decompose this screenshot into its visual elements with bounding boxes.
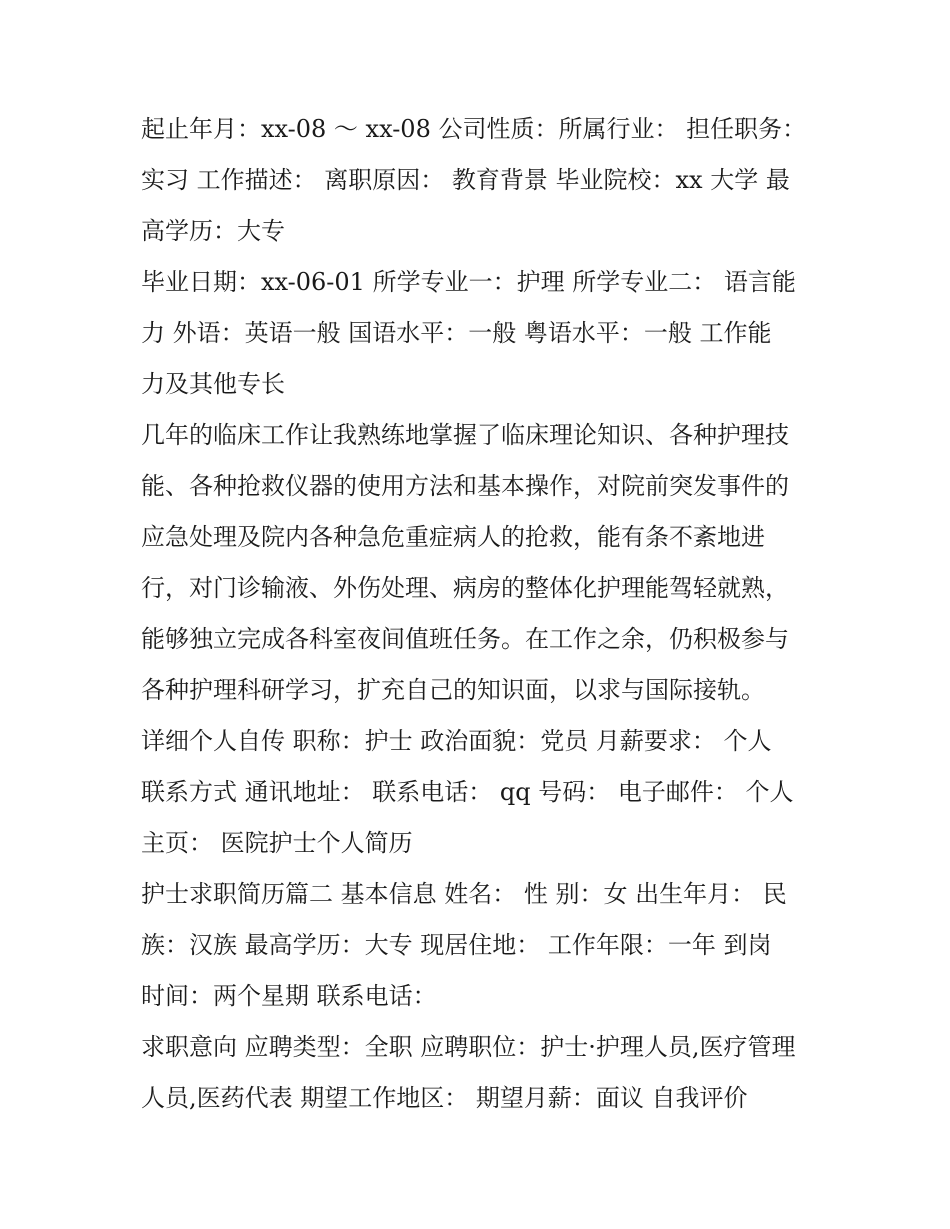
text-line: 实习 工作描述： 离职原因： 教育背景 毕业院校：xx 大学 最 xyxy=(141,166,790,194)
text-line: 力 外语：英语一般 国语水平：一般 粤语水平：一般 工作能 xyxy=(141,319,772,347)
text-line: 高学历：大专 xyxy=(141,217,285,245)
text-line: 族：汉族 最高学历：大专 现居住地： 工作年限：一年 到岗 xyxy=(141,931,772,959)
text-line: 毕业日期：xx-06-01 所学专业一：护理 所学专业二： 语言能 xyxy=(141,268,796,296)
text-line: 能够独立完成各科室夜间值班任务。在工作之余，仍积极参与 xyxy=(141,625,789,653)
text-line: 应急处理及院内各种急危重症病人的抢救，能有条不紊地进 xyxy=(141,523,765,551)
text-line: 人员,医药代表 期望工作地区： 期望月薪：面议 自我评价 xyxy=(141,1084,748,1112)
text-line: 力及其他专长 xyxy=(141,370,285,398)
paragraph-basic-info xyxy=(141,869,821,1022)
text-line: 时间：两个星期 联系电话： xyxy=(141,982,437,1010)
document-body xyxy=(141,104,821,1124)
text-line: 起止年月：xx-08 ～ xx-08 公司性质：所属行业： 担任职务： xyxy=(141,115,807,143)
text-line: 详细个人自传 职称：护士 政治面貌：党员 月薪要求： 个人 xyxy=(141,727,772,755)
paragraph-skills-description xyxy=(141,410,821,716)
text-line: 求职意向 应聘类型：全职 应聘职位：护士·护理人员,医疗管理 xyxy=(141,1033,796,1061)
text-line: 各种护理科研学习，扩充自己的知识面，以求与国际接轨。 xyxy=(141,676,765,704)
paragraph-work-experience xyxy=(141,104,821,257)
text-line: 能、各种抢救仪器的使用方法和基本操作，对院前突发事件的 xyxy=(141,472,789,500)
text-line: 联系方式 通讯地址： 联系电话： qq 号码： 电子邮件： 个人 xyxy=(141,778,794,806)
paragraph-personal-contact xyxy=(141,716,821,869)
text-line: 几年的临床工作让我熟练地掌握了临床理论知识、各种护理技 xyxy=(141,421,789,449)
paragraph-job-intention xyxy=(141,1022,821,1124)
text-line: 护士求职简历篇二 基本信息 姓名： 性 别：女 出生年月： 民 xyxy=(141,880,787,908)
text-line: 行，对门诊输液、外伤处理、病房的整体化护理能驾轻就熟， xyxy=(141,574,789,602)
paragraph-education-language xyxy=(141,257,821,410)
text-line: 主页： 医院护士个人简历 xyxy=(141,829,413,857)
